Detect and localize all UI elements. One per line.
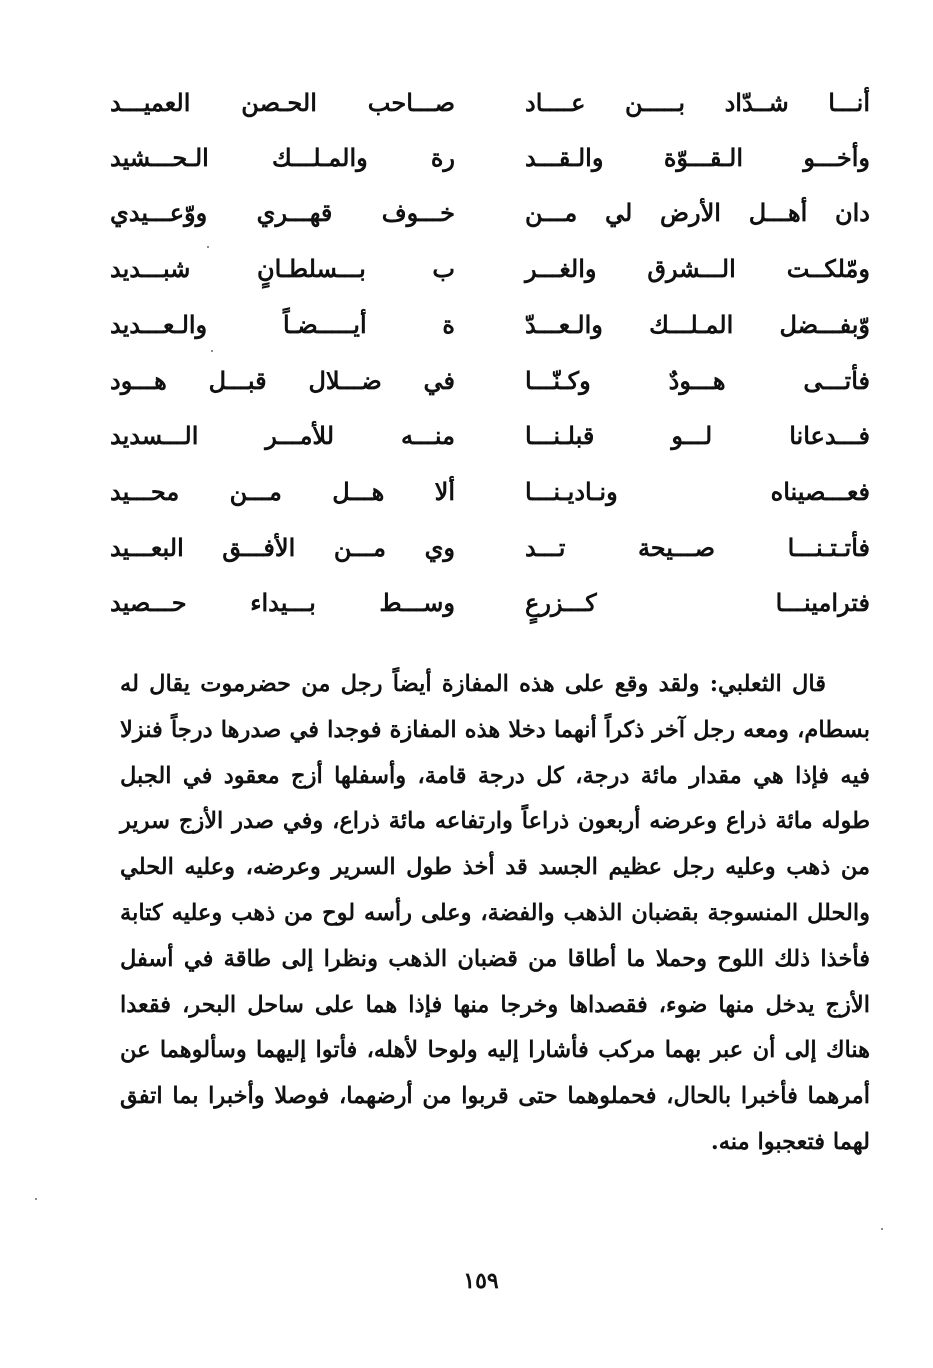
verse-first-hemistich: فأتـتـنـــا صـــيحة تـــد <box>525 533 870 562</box>
poem-verse <box>110 411 870 461</box>
poem-verse <box>110 244 870 294</box>
verse-first-hemistich: وّبفـــضل المـلـــك والـعـــدّ <box>525 310 870 339</box>
verse-second-hemistich: ة أيـــــضـاً والـعـــديد <box>110 310 455 339</box>
poem-verse <box>110 300 870 350</box>
paper-speck <box>207 246 209 248</box>
poem-verse <box>110 467 870 517</box>
verse-second-hemistich: وي مـــن الأفـــق البعـــيد <box>110 533 455 562</box>
verse-second-hemistich: خـــوف قهـــري ووّعـــيدي <box>110 198 455 227</box>
verse-first-hemistich: فـــدعانا لـــو قبلـنـــا <box>525 421 870 450</box>
verse-first-hemistich: فترامينـــا كـــزرعٍ <box>525 588 870 617</box>
paper-speck <box>881 1228 883 1230</box>
page-number: ١٥٩ <box>463 1268 499 1294</box>
paper-speck <box>35 1198 37 1200</box>
verse-first-hemistich: فعـــصيناه ونـاديـنـــا <box>525 477 870 506</box>
poem-verse <box>110 188 870 238</box>
verse-second-hemistich: في ضـــلال قبـــل هـــود <box>110 366 455 395</box>
verse-first-hemistich: وأخـــو الـقـــوّة والـقـــد <box>525 143 870 172</box>
verse-first-hemistich: فأتـــى هـــودٌ وكـنّـــا <box>525 366 870 395</box>
poem-verse <box>110 356 870 406</box>
poem-verse <box>110 78 870 128</box>
verse-first-hemistich: ومّلكــت الـــشرق والغـــر <box>525 254 870 283</box>
poem <box>110 78 870 648</box>
verse-second-hemistich: رة والمـلـــك الـحـــشيد <box>110 143 455 172</box>
poem-verse <box>110 523 870 573</box>
prose-paragraph: قال الثعلبي: ولقد وقع على هذه المفازة أيضاً رجل من حضرموت يقال له بسطام، ومعه رجل آخر ذكراً أنهما دخلا هذه المفازة فوجدا في صدرها درجاً فنزلا فيه فإذا هي مقدار مائة درجة، كل درجة قامة، وأسفلها أزج معقود في الجبل طوله مائة ذراع وعرضه أربعون ذراعاً وارتفاعه مائة ذراع، وفي صدر الأزج سرير من ذهب وعليه رجل عظيم الجسد قد أخذ طول السرير وعرضه، وعليه الحلي والحلل المنسوجة بقضبان الذهب والفضة، وعلى رأسه لوح من ذهب وعليه كتابة فأخذا ذلك اللوح وحملا ما أطاقا من قضبان الذهب ونظرا إلى طاقة في أسفل الأزج يدخل منها ضوء، فقصداها وخرجا منها فإذا هما على ساحل البحر، فقعدا هناك إلى أن عبر بهما مركب فأشارا إليه ولوحا لأهله، فأتوا إليهما وسألوهما عن أمرهما فأخبرا بالحال، فحملوهما حتى قربوا من أرضهما، فوصلا وأخبرا بما اتفق لهما فتعجبوا منه. <box>120 671 870 1155</box>
verse-second-hemistich: صـــاحب الحـصن العميـــد <box>110 88 455 117</box>
verse-second-hemistich: ألا هـــل مـــن محـــيد <box>110 477 455 506</box>
verse-first-hemistich: دان أهـــل الأرض لي مـــن <box>525 198 870 227</box>
verse-second-hemistich: منـــه للأمـــر الـــسديد <box>110 421 455 450</box>
poem-verse <box>110 133 870 183</box>
poem-verse <box>110 578 870 628</box>
prose-body <box>120 662 870 1166</box>
verse-second-hemistich: ب بـــسلطـانٍ شبـــديد <box>110 254 455 283</box>
verse-second-hemistich: وســـط بـــيداء حـــصيد <box>110 588 455 617</box>
paper-speck <box>211 350 213 352</box>
verse-first-hemistich: أنـــا شــدّاد بـــــن عــــاد <box>525 88 870 117</box>
